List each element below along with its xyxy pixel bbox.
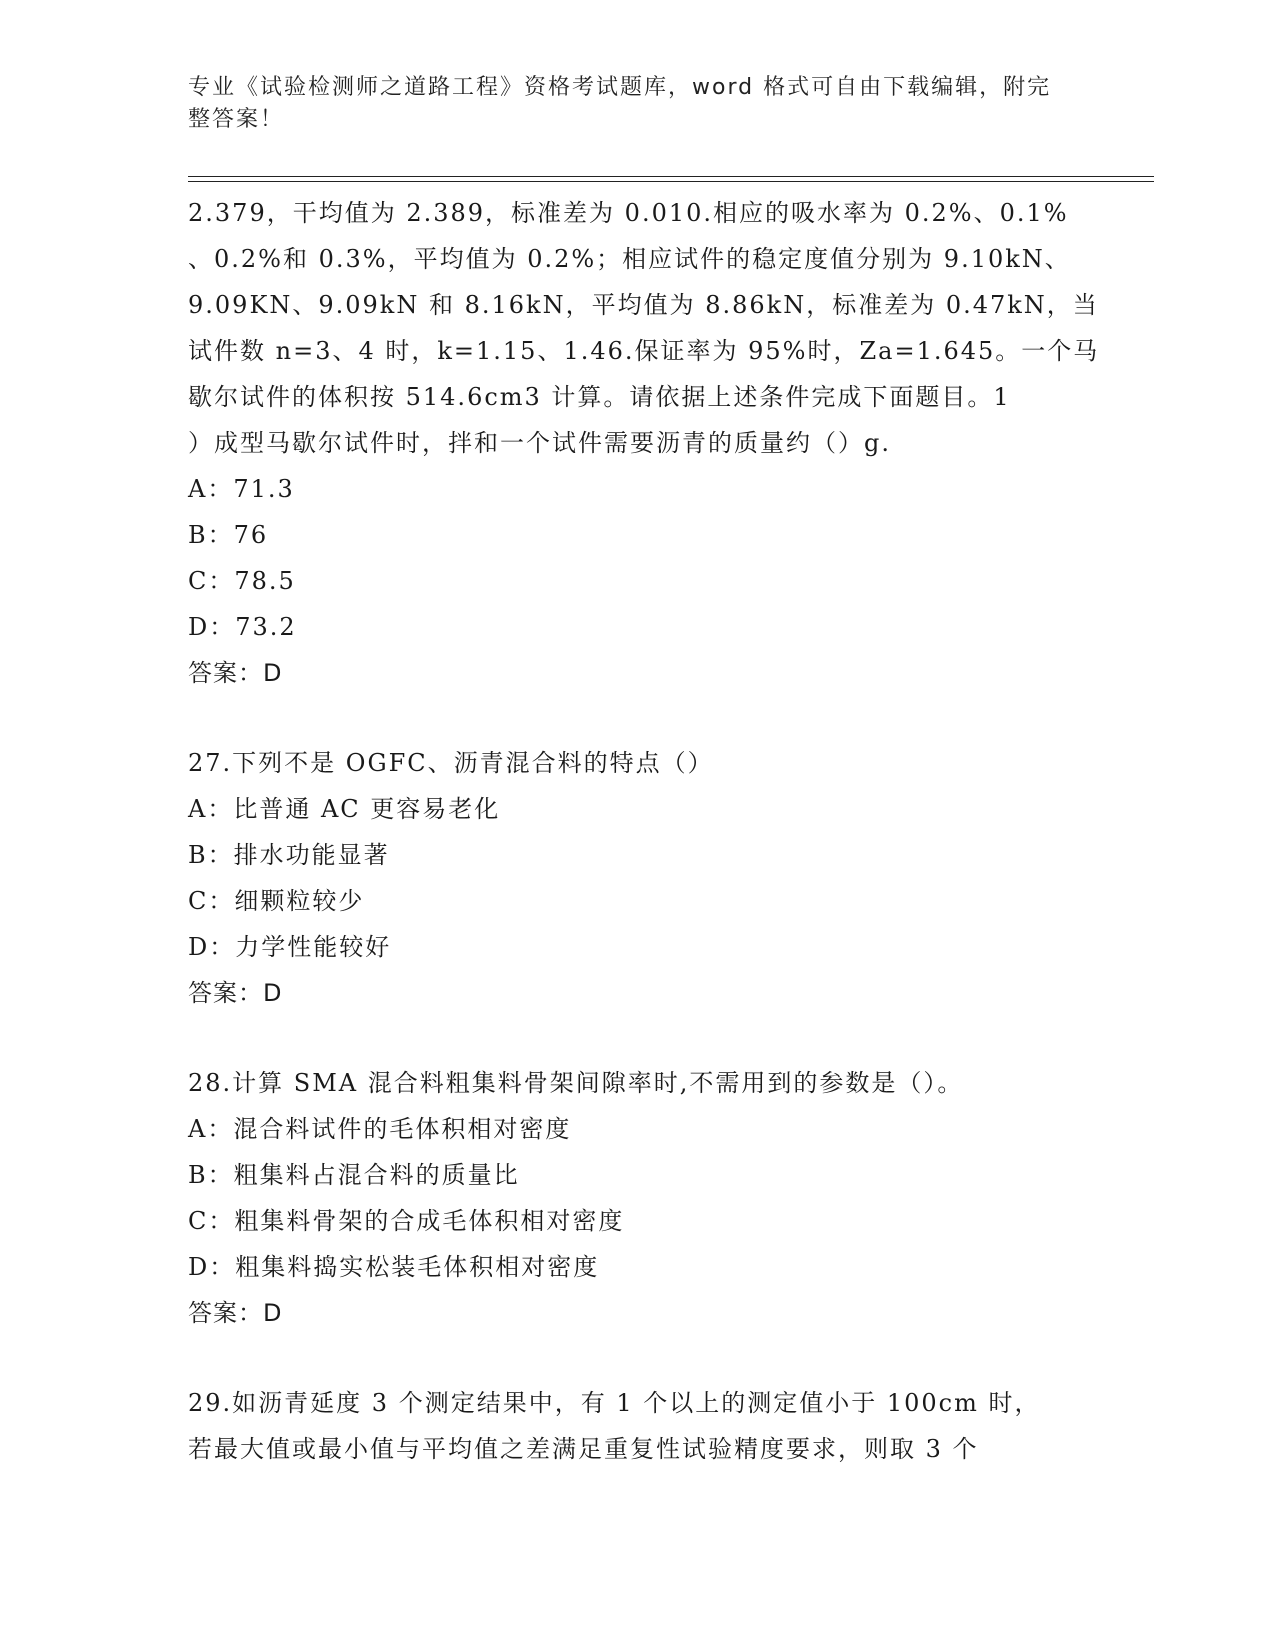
question-29 (188, 1380, 1088, 1472)
option-a: A：比普通 AC 更容易老化 (188, 795, 501, 823)
question-content (188, 190, 1100, 1472)
answer: 答案：D (188, 659, 283, 687)
option-b: B：粗集料占混合料的质量比 (188, 1161, 520, 1189)
question-text-line: 歇尔试件的体积按 514.6cm3 计算。请依据上述条件完成下面题目。1 (188, 383, 1011, 411)
question-text-line: 9.09KN、9.09kN 和 8.16kN，平均值为 8.86kN，标准差为 0.47kN，当 (188, 291, 1099, 319)
option-c: C：78.5 (188, 567, 296, 595)
header-divider (188, 181, 1154, 182)
option-c: C：粗集料骨架的合成毛体积相对密度 (188, 1207, 625, 1235)
option-b: B：排水功能显著 (188, 841, 390, 869)
question-26 (188, 190, 1100, 696)
header-line: 专业《试验检测师之道路工程》资格考试题库，word 格式可自由下载编辑，附完 (188, 75, 1052, 100)
answer: 答案：D (188, 979, 283, 1007)
option-d: D：粗集料捣实松装毛体积相对密度 (188, 1253, 600, 1281)
header-divider (188, 176, 1154, 177)
question-text-line: 若最大值或最小值与平均值之差满足重复性试验精度要求，则取 3 个 (188, 1435, 979, 1463)
option-d: D：力学性能较好 (188, 933, 392, 961)
question-text-line: 27.下列不是 OGFC、沥青混合料的特点（） (188, 749, 714, 777)
option-d: D：73.2 (188, 613, 297, 641)
question-text-line: 试件数 n=3、4 时，k=1.15、1.46.保证率为 95%时，Za=1.645。一个马 (188, 337, 1100, 365)
option-b: B：76 (188, 521, 269, 549)
question-text-line: 29.如沥青延度 3 个测定结果中，有 1 个以上的测定值小于 100cm 时， (188, 1389, 1041, 1417)
question-27 (188, 740, 1088, 1016)
question-28 (188, 1060, 1088, 1336)
question-text-line: ）成型马歇尔试件时，拌和一个试件需要沥青的质量约（）g. (188, 429, 891, 457)
question-text-line: 、0.2%和 0.3%，平均值为 0.2%；相应试件的稳定度值分别为 9.10kN、 (188, 245, 1071, 273)
question-text-line: 28.计算 SMA 混合料粗集料骨架间隙率时,不需用到的参数是（）。 (188, 1069, 964, 1097)
option-a: A：混合料试件的毛体积相对密度 (188, 1115, 572, 1143)
answer: 答案：D (188, 1299, 283, 1327)
option-c: C：细颗粒较少 (188, 887, 365, 915)
header-line: 整答案！ (188, 107, 285, 132)
question-text-line: 2.379，干均值为 2.389，标准差为 0.010.相应的吸水率为 0.2%、0.1% (188, 199, 1069, 227)
document-header (188, 72, 1088, 136)
option-a: A：71.3 (188, 475, 295, 503)
